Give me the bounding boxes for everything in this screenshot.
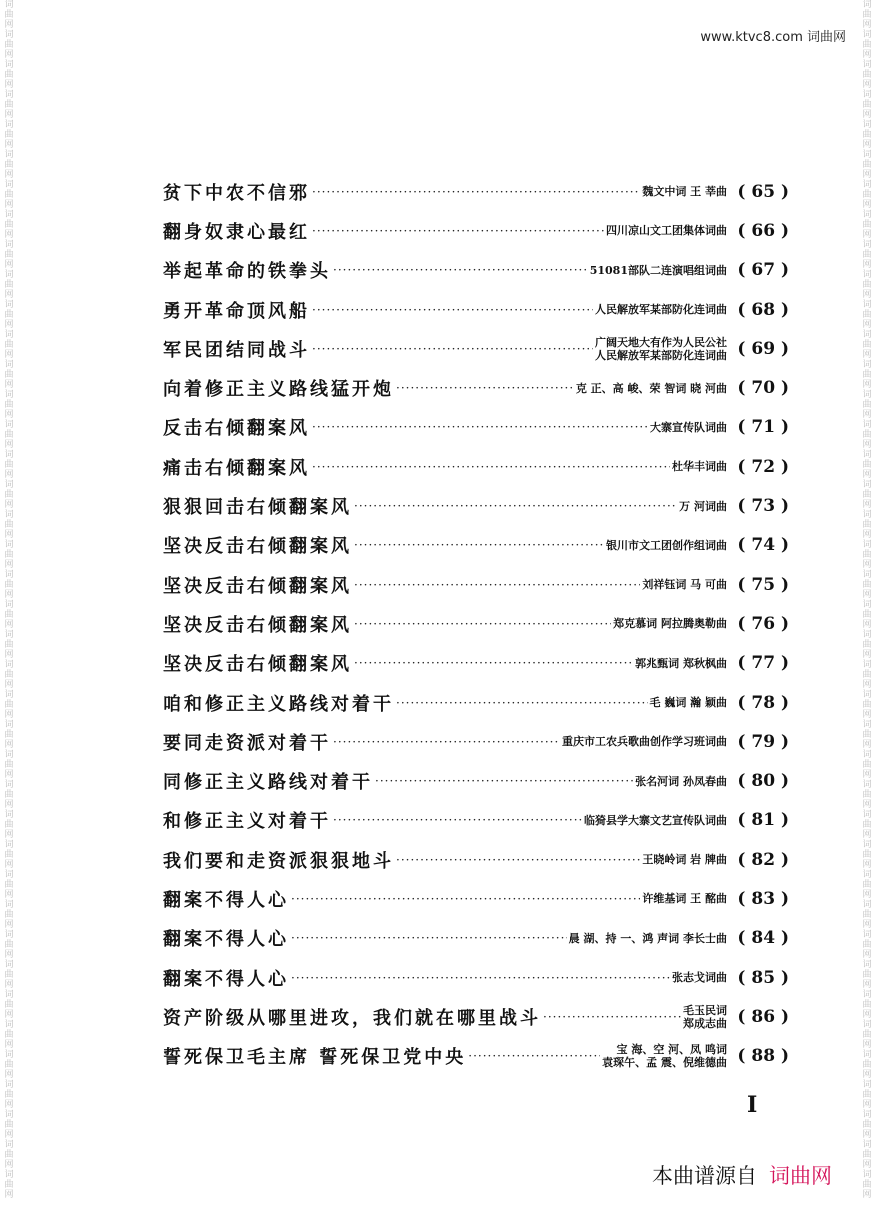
toc-entry-credit	[650, 696, 728, 709]
toc-entry-credit	[642, 185, 727, 198]
toc-leader-dots	[375, 774, 633, 788]
toc-entry-credit	[562, 735, 727, 748]
toc-leader-dots	[396, 853, 640, 867]
toc-entry-page: ( 75 )	[737, 574, 789, 595]
toc-entry[interactable]	[163, 958, 789, 997]
toc-entry-title: 要同走资派对着干	[163, 732, 331, 754]
toc-entry[interactable]	[163, 486, 789, 525]
toc-entry-title: 举起革命的铁拳头	[163, 261, 331, 283]
toc-leader-dots	[354, 617, 611, 631]
toc-entry-title: 我们要和走资派狠狠地斗	[163, 850, 394, 872]
toc-entry[interactable]	[163, 172, 789, 211]
toc-entry-title: 资产阶级从哪里进攻，我们就在哪里战斗	[163, 1007, 541, 1029]
toc-leader-dots	[333, 813, 582, 827]
toc-entry-title: 向着修正主义路线猛开炮	[163, 379, 394, 401]
toc-entry[interactable]	[163, 1037, 789, 1076]
toc-entry-page: ( 88 )	[737, 1046, 789, 1067]
toc-credit-line: 许维基词 王 酩曲	[642, 892, 727, 906]
toc-entry-page: ( 83 )	[737, 888, 789, 909]
toc-entry[interactable]	[163, 879, 789, 918]
toc-entry-credit	[650, 421, 727, 434]
right-watermark: 词曲网词曲网词曲网词曲网词曲网词曲网词曲网词曲网词曲网词曲网词曲网词曲网词曲网词曲网词曲网词曲网词曲网词曲网词曲网词曲网词曲网词曲网词曲网词曲网词曲网词曲网词曲网词曲网词曲网词曲网词曲网词曲网词曲网词曲网词曲网词曲网词曲网词曲网词曲网词曲网	[860, 0, 874, 1219]
toc-entry-credit	[635, 775, 727, 788]
toc-entry-page: ( 85 )	[737, 967, 789, 988]
toc-credit-line: 临猗县学大寨文艺宣传队词曲	[584, 813, 727, 827]
toc-entry-page: ( 84 )	[737, 928, 789, 949]
toc-entry-credit	[642, 853, 727, 866]
toc-entry-credit	[595, 303, 727, 316]
toc-leader-dots	[354, 656, 633, 670]
toc-entry-page: ( 77 )	[737, 653, 789, 674]
toc-entry-page: ( 73 )	[737, 496, 789, 517]
toc-entry[interactable]	[163, 565, 789, 604]
toc-credit-line: 袁琛午、孟 震、倪维德曲	[602, 1056, 727, 1070]
toc-entry[interactable]	[163, 526, 789, 565]
toc-credit-line: 大寨宣传队词曲	[650, 420, 727, 434]
toc-entry-title: 坚决反击右倾翻案风	[163, 575, 352, 597]
toc-entry-page: ( 78 )	[737, 692, 789, 713]
toc-entry[interactable]	[163, 761, 789, 800]
toc-credit-line: 毛 巍词 瀚 颖曲	[649, 696, 727, 709]
toc-entry-title: 坚决反击右倾翻案风	[163, 654, 352, 676]
toc-entry-page: ( 74 )	[737, 535, 789, 556]
toc-leader-dots	[312, 303, 593, 317]
toc-entry-credit	[642, 892, 727, 905]
toc-entry-credit	[606, 539, 727, 552]
toc-entry-credit	[642, 578, 727, 591]
toc-entry-title: 翻案不得人心	[163, 968, 289, 990]
toc-credit-line: 广阔天地大有作为人民公社	[595, 335, 727, 349]
toc-entry-page: ( 86 )	[737, 1006, 789, 1027]
toc-leader-dots	[312, 185, 640, 199]
page-roman-numeral: Ⅰ	[747, 1092, 758, 1118]
toc-entry-title: 誓死保卫毛主席 誓死保卫党中央	[163, 1047, 467, 1069]
toc-entry[interactable]	[163, 840, 789, 879]
toc-entry-title: 同修正主义路线对着干	[163, 772, 373, 794]
toc-leader-dots	[396, 381, 574, 395]
toc-credit-line: 杜华丰词曲	[672, 460, 727, 474]
table-of-contents	[163, 172, 789, 1076]
toc-credit-line: 51081部队二连演唱组词曲	[589, 263, 727, 277]
toc-credit-line: 郑成志曲	[683, 1016, 727, 1030]
toc-credit-line: 重庆市工农兵歌曲创作学习班词曲	[562, 735, 727, 749]
toc-leader-dots	[543, 1010, 681, 1024]
toc-entry-credit	[595, 336, 727, 362]
toc-entry-title: 坚决反击右倾翻案风	[163, 536, 352, 558]
toc-entry-page: ( 68 )	[737, 299, 789, 320]
toc-entry-page: ( 65 )	[737, 181, 789, 202]
toc-entry[interactable]	[163, 408, 789, 447]
toc-entry-credit	[602, 1043, 727, 1069]
toc-credit-line: 四川凉山文工团集体词曲	[606, 224, 727, 238]
toc-entry[interactable]	[163, 683, 789, 722]
footer-source	[652, 1160, 832, 1190]
toc-credit-line: 毛玉民词	[683, 1003, 727, 1017]
toc-credit-line: 克 正、高 峻、荣 智词 晓 河曲	[575, 381, 727, 395]
toc-entry-credit	[606, 224, 727, 237]
toc-entry-page: ( 66 )	[737, 220, 789, 241]
top-watermark: www.ktvc8.com 词曲网	[700, 30, 846, 45]
toc-entry-page: ( 76 )	[737, 613, 789, 634]
toc-leader-dots	[354, 538, 604, 552]
toc-entry[interactable]	[163, 919, 789, 958]
toc-credit-line: 王晓岭词 岩 牌曲	[642, 853, 727, 867]
toc-leader-dots	[291, 892, 640, 906]
toc-entry-credit	[584, 814, 727, 827]
toc-leader-dots	[396, 696, 648, 710]
toc-entry-title: 咱和修正主义路线对着干	[163, 693, 394, 715]
toc-entry-page: ( 70 )	[737, 378, 789, 399]
toc-leader-dots	[333, 263, 588, 277]
toc-entry-credit	[672, 460, 727, 473]
toc-entry[interactable]	[163, 211, 789, 250]
toc-credit-line: 宝 海、空 河、凤 鸣词	[616, 1043, 727, 1057]
toc-leader-dots	[333, 735, 560, 749]
toc-entry[interactable]	[163, 447, 789, 486]
toc-entry-title: 和修正主义对着干	[163, 811, 331, 833]
toc-entry-credit	[683, 1004, 727, 1030]
toc-credit-line: 人民解放军某部防化连词曲	[595, 303, 727, 317]
toc-credit-line: 郑克慕词 阿拉腾奥勒曲	[613, 617, 727, 631]
toc-entry[interactable]	[163, 251, 789, 290]
toc-entry-title: 军民团结同战斗	[163, 339, 310, 361]
toc-entry-page: ( 67 )	[737, 260, 789, 281]
toc-entry[interactable]	[163, 997, 789, 1036]
toc-entry-page: ( 69 )	[737, 338, 789, 359]
toc-leader-dots	[291, 931, 567, 945]
toc-entry-credit	[679, 500, 727, 513]
toc-credit-line: 张志戈词曲	[672, 971, 727, 985]
toc-entry-title: 贫下中农不信邪	[163, 182, 310, 204]
toc-credit-line: 人民解放军某部防化连词曲	[595, 348, 727, 362]
toc-credit-line: 万 河词曲	[679, 499, 727, 513]
toc-leader-dots	[468, 1049, 600, 1063]
toc-entry[interactable]	[163, 329, 789, 368]
toc-entry-page: ( 72 )	[737, 456, 789, 477]
toc-credit-line: 晨 湖、持 一、鸿 声词 李长士曲	[568, 931, 727, 945]
toc-entry[interactable]	[163, 604, 789, 643]
toc-entry-credit	[576, 382, 727, 395]
toc-entry-credit	[590, 264, 727, 277]
toc-entry-credit	[672, 971, 727, 984]
toc-leader-dots	[291, 971, 670, 985]
toc-leader-dots	[354, 578, 640, 592]
toc-entry[interactable]	[163, 722, 789, 761]
toc-entry-title: 勇开革命顶风船	[163, 300, 310, 322]
toc-entry[interactable]	[163, 801, 789, 840]
toc-credit-line: 郭兆甄词 郑秋枫曲	[635, 656, 727, 670]
toc-entry-title: 痛击右倾翻案风	[163, 457, 310, 479]
toc-credit-line: 张名河词 孙凤春曲	[635, 774, 727, 788]
toc-credit-line: 刘祥钰词 马 可曲	[642, 578, 727, 592]
toc-entry-page: ( 79 )	[737, 731, 789, 752]
footer-brand-link[interactable]: 词曲网	[769, 1164, 832, 1188]
toc-entry-title: 翻案不得人心	[163, 889, 289, 911]
toc-entry-title: 翻身奴隶心最红	[163, 221, 310, 243]
toc-entry-page: ( 80 )	[737, 771, 789, 792]
toc-entry-title: 翻案不得人心	[163, 929, 289, 951]
left-watermark: 词曲网词曲网词曲网词曲网词曲网词曲网词曲网词曲网词曲网词曲网词曲网词曲网词曲网词曲网词曲网词曲网词曲网词曲网词曲网词曲网词曲网词曲网词曲网词曲网词曲网词曲网词曲网词曲网词曲网词曲网词曲网词曲网词曲网词曲网词曲网词曲网词曲网词曲网词曲网词曲网	[2, 0, 16, 1219]
toc-entry-credit	[569, 932, 727, 945]
toc-leader-dots	[312, 224, 604, 238]
toc-entry[interactable]	[163, 368, 789, 407]
toc-entry-title: 狠狠回击右倾翻案风	[163, 497, 352, 519]
toc-entry-title: 坚决反击右倾翻案风	[163, 614, 352, 636]
toc-entry-page: ( 81 )	[737, 810, 789, 831]
toc-entry[interactable]	[163, 290, 789, 329]
toc-entry-page: ( 71 )	[737, 417, 789, 438]
toc-leader-dots	[312, 460, 670, 474]
toc-entry-credit	[613, 617, 727, 630]
toc-entry-credit	[635, 657, 727, 670]
toc-leader-dots	[354, 499, 677, 513]
toc-credit-line: 银川市文工团创作组词曲	[606, 538, 727, 552]
toc-entry[interactable]	[163, 644, 789, 683]
toc-entry-title: 反击右倾翻案风	[163, 418, 310, 440]
toc-leader-dots	[312, 420, 648, 434]
toc-leader-dots	[312, 342, 593, 356]
toc-entry-page: ( 82 )	[737, 849, 789, 870]
toc-credit-line: 魏文中词 王 莘曲	[642, 185, 727, 199]
footer-text: 本曲谱源自	[652, 1164, 757, 1188]
